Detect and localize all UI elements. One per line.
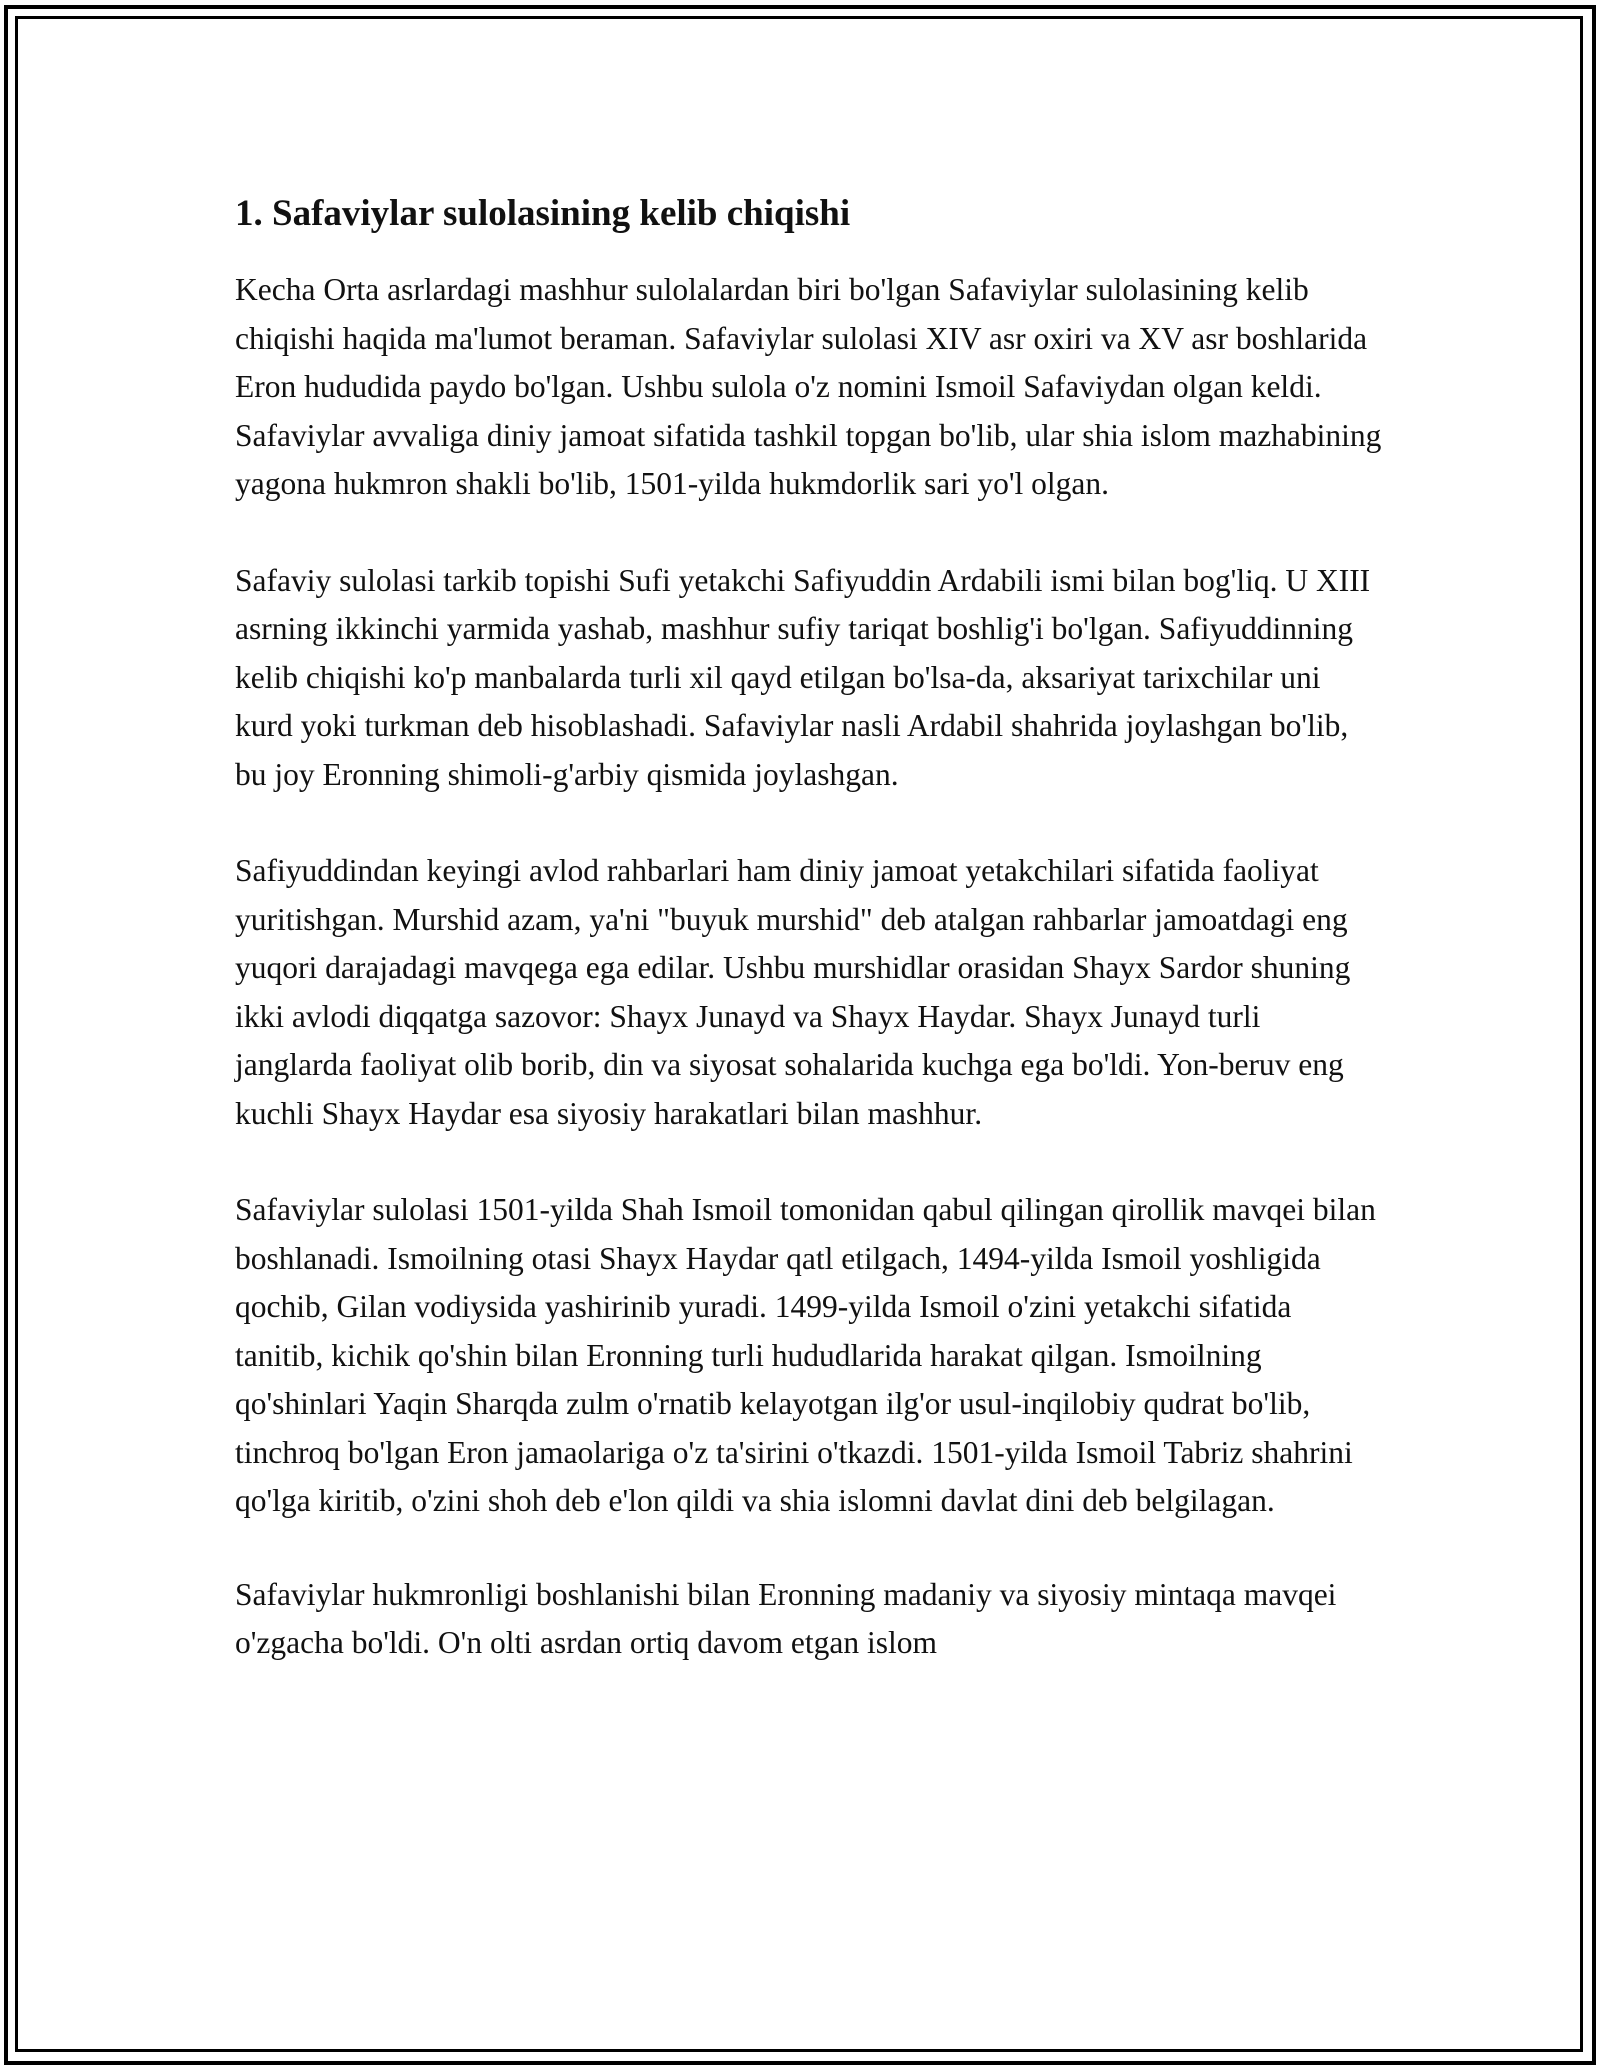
paragraph-1: Kecha Orta asrlardagi mashhur sulolalardan biri bo'lgan Safaviylar sulolasining kelib chiqishi haqida ma'lumot beraman. Safaviylar sulolasi XIV asr oxiri va XV asr boshlarida Eron hududida paydo bo'lgan. Ushbu sulola o'z nomini Ismoil Safaviydan olgan keldi. Safaviylar avvaliga diniy jamoat sifatida tashkil topgan bo'lib, ular shia islom mazhabining yagona hukmron shakli bo'lib, 1501-yilda hukmdorlik sari yo'l olgan. <box>235 272 1382 501</box>
document-page <box>235 188 1385 1716</box>
paragraph-4: Safaviylar sulolasi 1501-yilda Shah Ismoil tomonidan qabul qilingan qirollik mavqei bilan boshlanadi. Ismoilning otasi Shayx Haydar qatl etilgach, 1494-yilda Ismoil yoshligida qochib, Gilan vodiysida yashirinib yuradi. 1499-yilda Ismoil o'zini yetakchi sifatida tanitib, kichik qo'shin bilan Eronning turli hududlarida harakat qilgan. Ismoilning qo'shinlari Yaqin Sharqda zulm o'rnatib kelayotgan ilg'or usul-inqilobiy qudrat bo'lib, tinchroq bo'lgan Eron jamaolariga o'z ta'sirini o'tkazdi. 1501-yilda Ismoil Tabriz shahrini qo'lga kiritib, o'zini shoh deb e'lon qildi va shia islomni davlat dini deb belgilagan. <box>235 1192 1376 1518</box>
paragraph-5: Safaviylar hukmronligi boshlanishi bilan Eronning madaniy va siyosiy mintaqa mavqei o'zgacha bo'ldi. O'n olti asrdan ortiq davom etgan islom <box>235 1576 1337 1660</box>
section-heading: 1. Safaviylar sulolasining kelib chiqishi <box>235 193 851 234</box>
paragraph-2: Safaviy sulolasi tarkib topishi Sufi yetakchi Safiyuddin Ardabili ismi bilan bog'liq. U XIII asrning ikkinchi yarmida yashab, mashhur sufiy tariqat boshlig'i bo'lgan. Safiyuddinning kelib chiqishi ko'p manbalarda turli xil qayd etilgan bo'lsa-da, aksariyat tarixchilar uni kurd yoki turkman deb hisoblashadi. Safaviylar nasli Ardabil shahrida joylashgan bo'lib, bu joy Eronning shimoli-g'arbiy qismida joylashgan. <box>235 562 1371 792</box>
paragraph-3: Safiyuddindan keyingi avlod rahbarlari ham diniy jamoat yetakchilari sifatida faoliyat yuritishgan. Murshid azam, ya'ni "buyuk murshid" deb atalgan rahbarlar jamoatdagi eng yuqori darajadagi mavqega ega edilar. Ushbu murshidlar orasidan Shayx Sardor shuning ikki avlodi diqqatga sazovor: Shayx Junayd va Shayx Haydar. Shayx Junayd turli janglarda faoliyat olib borib, din va siyosat sohalarida kuchga ega bo'ldi. Yon-beruv eng kuchli Shayx Haydar esa siyosiy harakatlari bilan mashhur. <box>235 853 1351 1131</box>
